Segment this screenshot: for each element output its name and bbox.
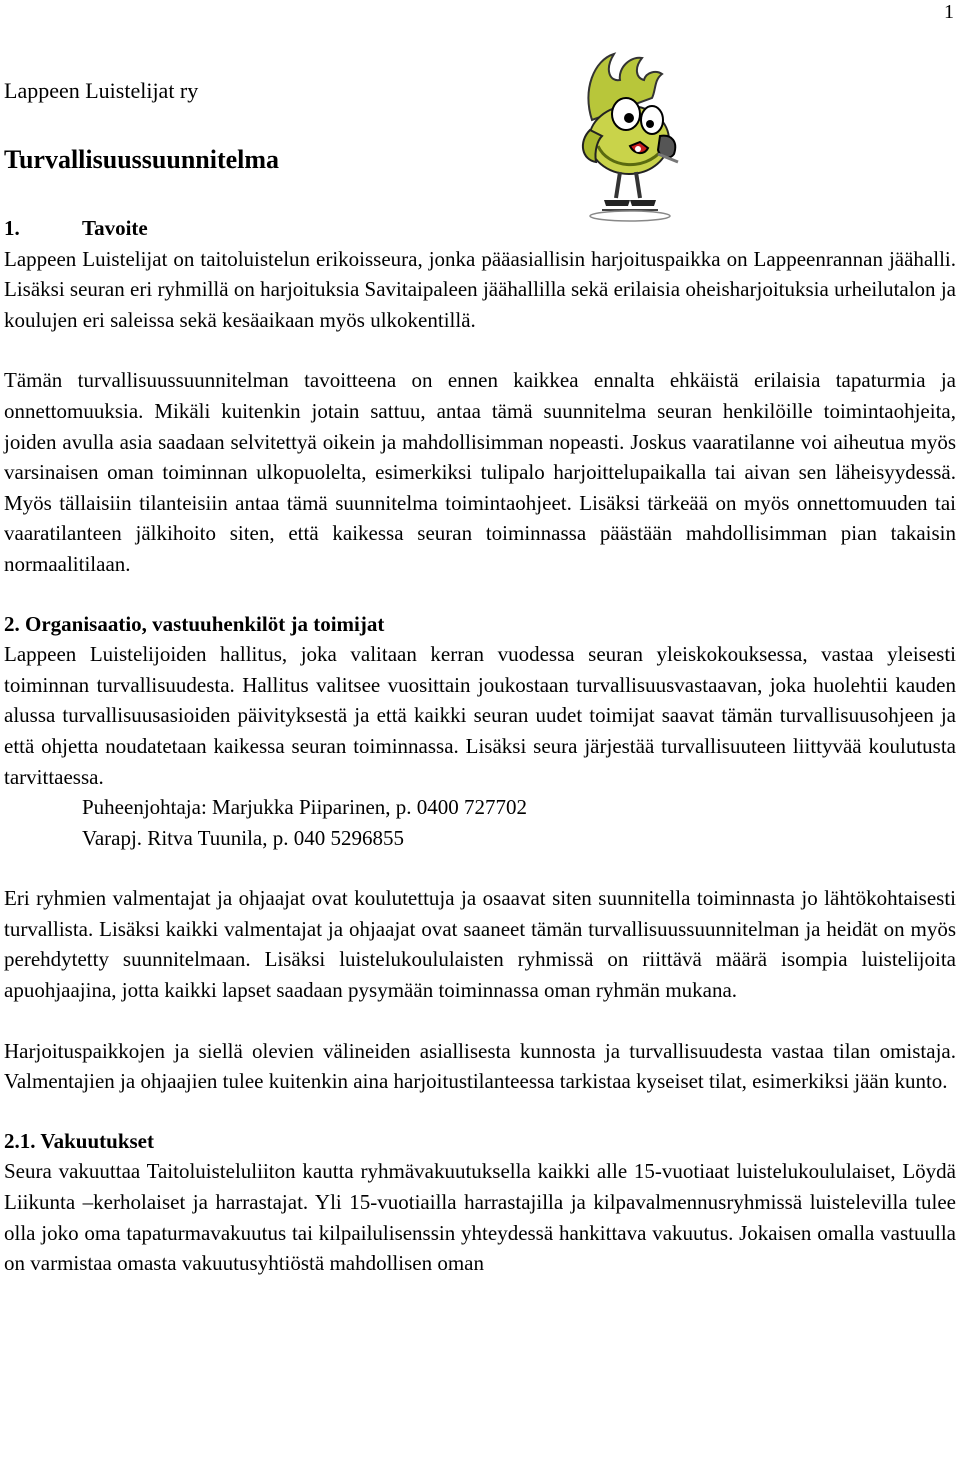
page-number: 1 (944, 1, 954, 23)
section-2-1-paragraph-1: Seura vakuuttaa Taitoluisteluliiton kautta ryhmävakuutuksella kaikki alle 15-vuotiaat luistelukoululaiset, Löydä Liikunta –kerholaiset ja harrastajat. Yli 15-vuotiailla harrastajilla ja kilpavalmennusryhmissä luistelevilla tulee olla joko oma tapaturmavakuutus tai kilpailulisenssin yhteydessä hankittava vakuutus. Jokaisen omalla vastuulla on varmistaa omasta vakuutusyhtiöstä mahdollisen oman (4, 1159, 956, 1276)
organization-name: Lappeen Luistelijat ry (4, 78, 199, 103)
document-body (4, 213, 956, 1279)
section-2-heading: 2. Organisaatio, vastuuhenkilöt ja toimijat (4, 611, 385, 636)
skater-mascot-logo (574, 50, 684, 222)
section-1-title: Tavoite (82, 216, 148, 240)
section-1-number: 1. (4, 216, 20, 240)
section-1-paragraph-2: Tämän turvallisuussuunnitelman tavoitteena on ennen kaikkea ennalta ehkäistä erilaisia tapaturmia ja onnettomuuksia. Mikäli kuitenkin jotain sattuu, antaa tämä suunnitelma seuran henkilöille toimintaohjeita, joiden avulla asia saadaan selvitettyä oikein ja mahdollisimman nopeasti. Joskus vaaratilanne voi aiheutua myös varsinaisen oman toiminnan ulkopuolelta, esimerkiksi tulipalo harjoittelupaikalla tai aivan sen läheisyydessä. Myös tällaisiin tilanteisiin antaa tämä suunnitelma toimintaohjeet. Lisäksi tärkeää on myös onnettomuuden tai vaaratilanteen jälkihoito siten, että kaikessa seuran toiminnassa päästään mahdollisimman pian takaisin normaalitilaan. (4, 368, 956, 576)
section-2-paragraph-1: Lappeen Luistelijoiden hallitus, joka valitaan kerran vuodessa seuran yleiskokouksessa, vastaa yleisesti toiminnan turvallisuudesta. Hallitus valitsee vuosittain joukostaan turvallisuusvastaavan, joka huolehtii kauden alussa turvallisuusasioiden päivityksestä ja että kaikki seuran uudet toimijat saavat tämän turvallisuusohjeen ja että ohjetta noudatetaan kaikessa seuran toiminnassa. Lisäksi seura järjestää turvallisuuteen liittyvää koulutusta tarvittaessa. (4, 642, 956, 789)
section-2-paragraph-3: Harjoituspaikkojen ja siellä olevien välineiden asiallisesta kunnosta ja turvallisuudesta vastaa tilan omistaja. Valmentajien ja ohjaajien tulee kuitenkin aina harjoitustilanteessa tarkistaa kyseiset tilat, esimerkiksi jään kunto. (4, 1038, 956, 1094)
document-title: Turvallisuussuunnitelma (4, 145, 280, 174)
section-2-1-heading: 2.1. Vakuutukset (4, 1128, 154, 1153)
chairperson-contact: Puheenjohtaja: Marjukka Piiparinen, p. 0400 727702 (82, 795, 528, 820)
section-1-paragraph-1: Lappeen Luistelijat on taitoluistelun erikoisseura, jonka pääasiallisin harjoituspaikka on Lappeenrannan jäähalli. Lisäksi seuran eri ryhmillä on harjoituksia Savitaipaleen jäähallilla sekä erilaisia oheisharjoituksia urheilutalon ja koulujen eri saleissa sekä kesäaikaan myös ulkokentillä. (4, 246, 956, 332)
vice-chair-contact: Varapj. Ritva Tuunila, p. 040 5296855 (82, 825, 405, 850)
section-2-paragraph-2: Eri ryhmien valmentajat ja ohjaajat ovat koulutettuja ja osaavat siten suunnitella toiminnasta jo lähtökohtaisesti turvallista. Lisäksi kaikki valmentajat ja ohjaajat ovat saaneet tämän turvallisuussuunnitelman ja heidät on myös perehdytetty suunnitelmaan. Lisäksi luistelukoululaisten ryhmissä on riittävä määrä isompia luistelijoita apuohjaajina, jotta kaikki lapset saadaan pysymään toiminnassa oman ryhmän mukana. (4, 886, 956, 1003)
section-1-heading (4, 213, 956, 244)
